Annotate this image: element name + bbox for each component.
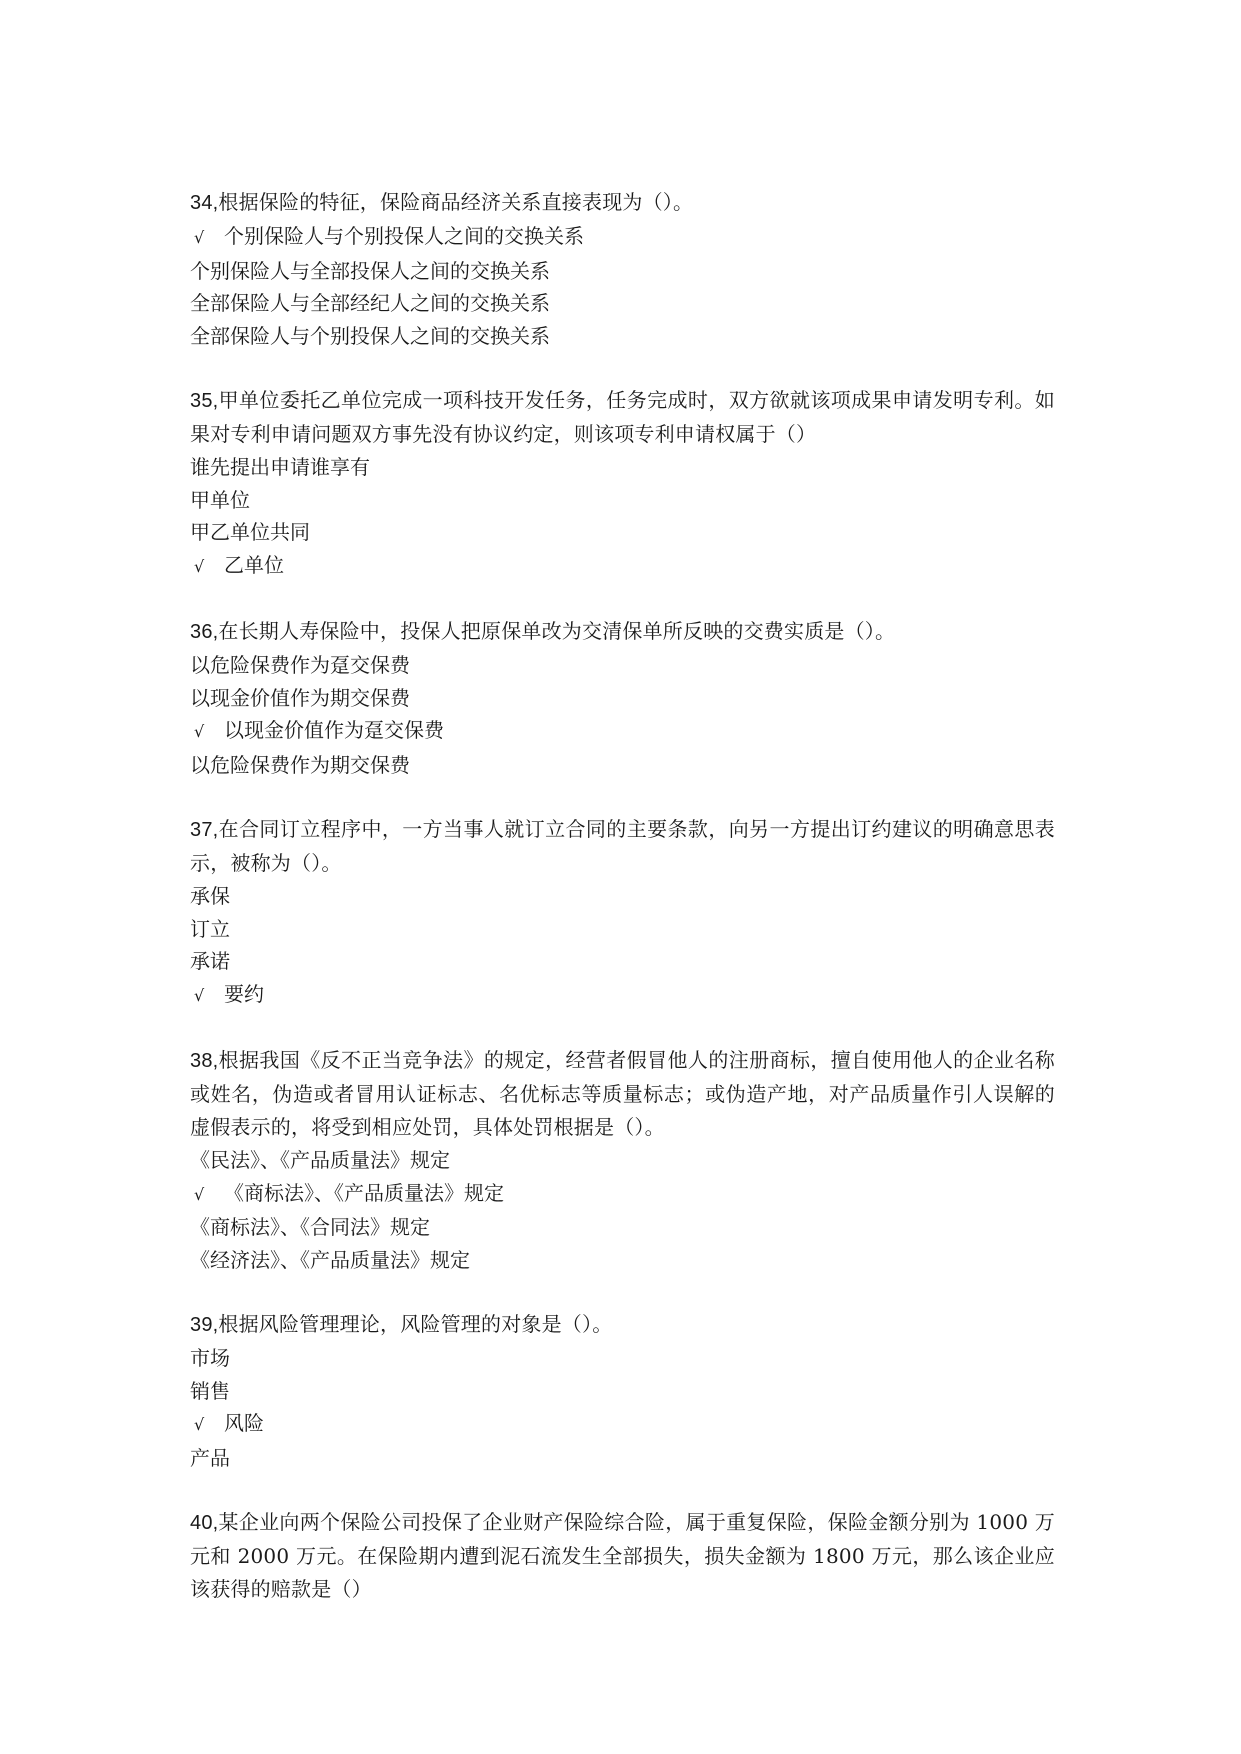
question-number: 37, bbox=[190, 819, 219, 841]
question-list bbox=[190, 186, 1055, 1606]
question-block bbox=[190, 615, 1055, 781]
correct-answer-option bbox=[190, 1407, 1055, 1442]
question-block bbox=[190, 384, 1055, 583]
question-stem: 在合同订立程序中，一方当事人就订立合同的主要条款，向另一方提出订约建议的明确意思表示，被称为（）。 bbox=[190, 817, 1055, 875]
answer-option bbox=[190, 1442, 1055, 1475]
option-text: 风险 bbox=[224, 1411, 264, 1435]
answer-option bbox=[190, 945, 1055, 978]
answer-option bbox=[190, 287, 1055, 320]
option-text: 承诺 bbox=[190, 949, 230, 973]
option-text: 个别保险人与个别投保人之间的交换关系 bbox=[224, 224, 584, 248]
answer-option bbox=[190, 913, 1055, 946]
option-text: 订立 bbox=[190, 916, 230, 941]
answer-option bbox=[190, 1342, 1055, 1375]
question-block bbox=[190, 1308, 1055, 1474]
answer-option bbox=[190, 649, 1055, 682]
question-text bbox=[190, 1044, 1055, 1144]
answer-option bbox=[190, 682, 1055, 715]
option-text: 以危险保费作为期交保费 bbox=[190, 752, 410, 777]
checkmark-icon: √ bbox=[194, 228, 205, 247]
question-number: 38, bbox=[190, 1050, 219, 1072]
option-text: 《商标法》、《合同法》规定 bbox=[190, 1215, 430, 1239]
option-text: 承保 bbox=[190, 884, 230, 908]
question-stem: 甲单位委托乙单位完成一项科技开发任务，任务完成时，双方欲就该项成果申请发明专利。如果对专利申请问题双方事先没有协议约定，则该项专利申请权属于（） bbox=[190, 388, 1055, 446]
answer-option bbox=[190, 320, 1055, 353]
answer-options bbox=[190, 649, 1055, 781]
answer-options bbox=[190, 880, 1055, 1012]
question-stem: 某企业向两个保险公司投保了企业财产保险综合险，属于重复保险，保险金额分别为 1000 万元和 2000 万元。在保险期内遭到泥石流发生全部损失，损失金额为 1800 万元，那么该企业应该获得的赔款是（） bbox=[190, 1510, 1055, 1601]
option-text: 全部保险人与个别投保人之间的交换关系 bbox=[190, 323, 550, 348]
option-text: 甲乙单位共同 bbox=[190, 520, 310, 544]
answer-option bbox=[190, 749, 1055, 782]
correct-answer-option bbox=[190, 220, 1055, 255]
answer-option bbox=[190, 516, 1055, 549]
option-text: 全部保险人与全部经纪人之间的交换关系 bbox=[190, 291, 550, 315]
option-text: 《商标法》、《产品质量法》规定 bbox=[224, 1180, 504, 1205]
option-text: 市场 bbox=[190, 1346, 230, 1370]
question-block bbox=[190, 813, 1055, 1012]
option-text: 个别保险人与全部投保人之间的交换关系 bbox=[190, 258, 550, 283]
answer-option bbox=[190, 1144, 1055, 1177]
question-number: 34, bbox=[190, 192, 219, 214]
question-number: 39, bbox=[190, 1314, 219, 1336]
answer-option bbox=[190, 1211, 1055, 1244]
option-text: 以现金价值作为趸交保费 bbox=[224, 718, 444, 742]
question-text bbox=[190, 186, 1055, 220]
option-text: 以危险保费作为趸交保费 bbox=[190, 653, 410, 677]
checkmark-icon: √ bbox=[194, 556, 205, 576]
correct-answer-option bbox=[190, 1177, 1055, 1212]
correct-answer-option bbox=[190, 714, 1055, 749]
option-text: 《经济法》、《产品质量法》规定 bbox=[190, 1247, 470, 1272]
answer-option bbox=[190, 1375, 1055, 1408]
option-text: 甲单位 bbox=[190, 487, 250, 512]
answer-option bbox=[190, 484, 1055, 517]
question-text bbox=[190, 813, 1055, 880]
question-text bbox=[190, 1506, 1055, 1606]
question-block bbox=[190, 1044, 1055, 1276]
question-number: 35, bbox=[190, 390, 219, 412]
question-number: 36, bbox=[190, 621, 219, 643]
question-text bbox=[190, 1308, 1055, 1342]
question-text bbox=[190, 384, 1055, 451]
option-text: 《民法》、《产品质量法》规定 bbox=[190, 1148, 450, 1172]
answer-option bbox=[190, 255, 1055, 288]
question-stem: 在长期人寿保险中，投保人把原保单改为交清保单所反映的交费实质是（）。 bbox=[218, 619, 896, 643]
answer-options bbox=[190, 1342, 1055, 1474]
option-text: 销售 bbox=[190, 1378, 230, 1403]
correct-answer-option bbox=[190, 549, 1055, 584]
answer-option bbox=[190, 1244, 1055, 1277]
question-stem: 根据保险的特征，保险商品经济关系直接表现为（）。 bbox=[218, 190, 694, 214]
checkmark-icon: √ bbox=[194, 1415, 205, 1434]
option-text: 产品 bbox=[190, 1445, 230, 1470]
question-block bbox=[190, 186, 1055, 352]
option-text: 以现金价值作为期交保费 bbox=[190, 685, 410, 710]
answer-option bbox=[190, 880, 1055, 913]
checkmark-icon: √ bbox=[194, 722, 205, 741]
answer-options bbox=[190, 220, 1055, 352]
checkmark-icon: √ bbox=[194, 1184, 205, 1204]
answer-options bbox=[190, 451, 1055, 583]
question-stem: 根据风险管理理论，风险管理的对象是（）。 bbox=[218, 1312, 613, 1336]
option-text: 乙单位 bbox=[224, 552, 284, 577]
option-text: 要约 bbox=[224, 981, 264, 1006]
checkmark-icon: √ bbox=[194, 985, 205, 1005]
question-text bbox=[190, 615, 1055, 649]
question-stem: 根据我国《反不正当竞争法》的规定，经营者假冒他人的注册商标，擅自使用他人的企业名称或姓名，伪造或者冒用认证标志、名优标志等质量标志；或伪造产地，对产品质量作引人误解的虚假表示的，将受到相应处罚，具体处罚根据是（）。 bbox=[190, 1048, 1055, 1139]
answer-option bbox=[190, 451, 1055, 484]
correct-answer-option bbox=[190, 978, 1055, 1013]
question-block bbox=[190, 1506, 1055, 1606]
answer-options bbox=[190, 1144, 1055, 1276]
option-text: 谁先提出申请谁享有 bbox=[190, 455, 370, 479]
question-number: 40, bbox=[190, 1512, 219, 1534]
